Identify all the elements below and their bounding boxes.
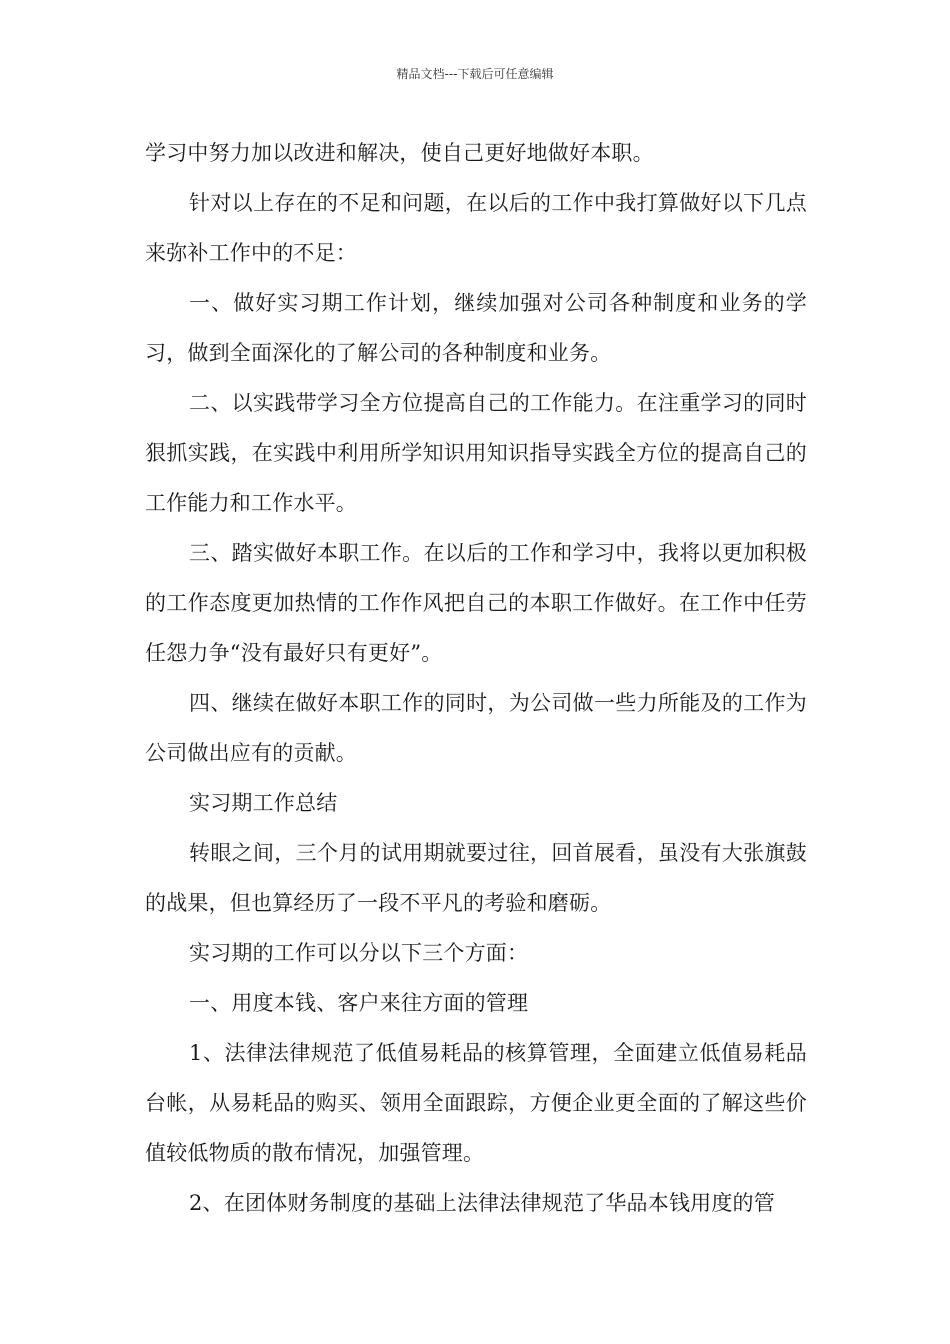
paragraph-12: 2、在团体财务制度的基础上法律法律规范了华品本钱用度的管 — [189, 1191, 775, 1215]
paragraph-6: 四、继续在做好本职工作的同时，为公司做一些力所能及的工作为公司做出应有的贡献。 — [145, 691, 807, 765]
section-heading: 实习期工作总结 — [189, 791, 338, 815]
paragraph-1: 学习中努力加以改进和解决，使自己更好地做好本职。 — [145, 141, 654, 165]
page-header: 精品文档---下载后可任意编辑 — [396, 67, 554, 81]
paragraph-5: 三、踏实做好本职工作。在以后的工作和学习中，我将以更加积极的工作态度更加热情的工作作风把自己的本职工作做好。在工作中任劳任怨力争“没有最好只有更好”。 — [145, 541, 807, 665]
document-body — [145, 128, 807, 1228]
paragraph-11: 1、法律法律规范了低值易耗品的核算管理，全面建立低值易耗品台帐，从易耗品的购买、领用全面跟踪，方便企业更全面的了解这些价值较低物质的散布情况，加强管理。 — [145, 1041, 807, 1165]
paragraph-10: 一、用度本钱、客户来往方面的管理 — [189, 991, 529, 1015]
paragraph-4: 二、以实践带学习全方位提高自己的工作能力。在注重学习的同时狠抓实践，在实践中利用所学知识用知识指导实践全方位的提高自己的工作能力和工作水平。 — [145, 391, 807, 515]
paragraph-8: 转眼之间，三个月的试用期就要过往，回首展看，虽没有大张旗鼓的战果，但也算经历了一段不平凡的考验和磨砺。 — [145, 841, 807, 915]
paragraph-3: 一、做好实习期工作计划，继续加强对公司各种制度和业务的学习，做到全面深化的了解公司的各种制度和业务。 — [145, 291, 807, 365]
paragraph-9: 实习期的工作可以分以下三个方面： — [189, 941, 529, 965]
paragraph-2: 针对以上存在的不足和问题，在以后的工作中我打算做好以下几点来弥补工作中的不足： — [145, 191, 807, 265]
